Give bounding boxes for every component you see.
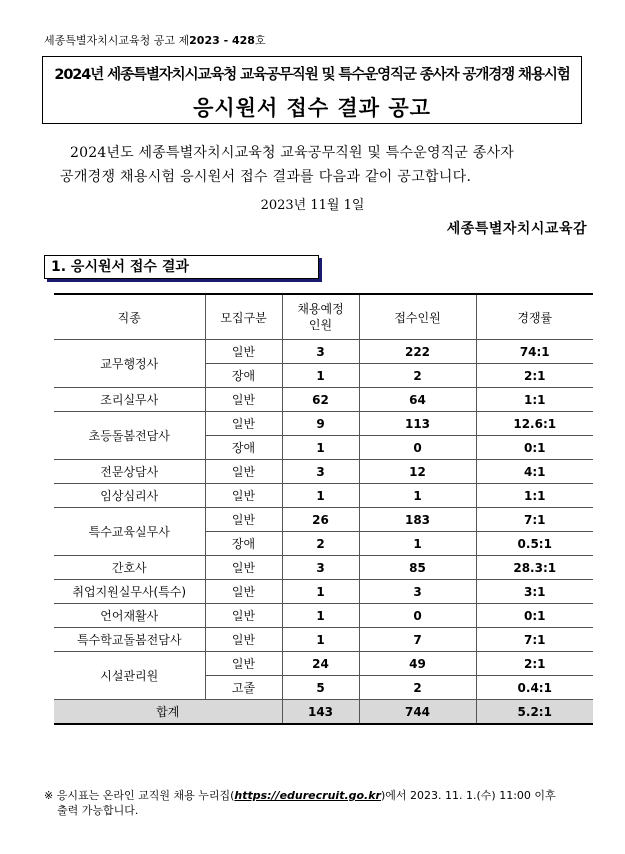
planned-cell: 1 <box>282 484 359 508</box>
received-cell: 12 <box>359 460 476 484</box>
table-row <box>54 340 593 364</box>
type-cell: 일반 <box>205 628 282 652</box>
job-cell: 조리실무사 <box>54 388 205 412</box>
received-cell: 222 <box>359 340 476 364</box>
intro-line-2: 공개경쟁 채용시험 응시원서 접수 결과를 다음과 같이 공고합니다. <box>60 169 472 185</box>
planned-cell: 1 <box>282 436 359 460</box>
header-ratio: 경쟁률 <box>476 294 593 340</box>
notice-suffix: 호 <box>254 34 266 47</box>
table-row <box>54 484 593 508</box>
intro-line-1: 2024년도 세종특별자치시교육청 교육공무직원 및 특수운영직군 종사자 <box>70 145 514 161</box>
planned-cell: 1 <box>282 628 359 652</box>
section-title: 1. 응시원서 접수 결과 <box>44 255 319 279</box>
ratio-cell: 74:1 <box>476 340 593 364</box>
received-cell: 183 <box>359 508 476 532</box>
type-cell: 장애 <box>205 364 282 388</box>
header-planned-line1: 채용예정 <box>297 302 344 316</box>
planned-cell: 1 <box>282 604 359 628</box>
ratio-cell: 7:1 <box>476 508 593 532</box>
title-sub: 응시원서 접수 결과 공고 <box>193 96 431 120</box>
ratio-cell: 2:1 <box>476 652 593 676</box>
received-cell: 0 <box>359 604 476 628</box>
ratio-cell: 28.3:1 <box>476 556 593 580</box>
job-cell: 간호사 <box>54 556 205 580</box>
ratio-cell: 7:1 <box>476 628 593 652</box>
job-cell: 특수교육실무사 <box>54 508 205 556</box>
planned-cell: 62 <box>282 388 359 412</box>
type-cell: 일반 <box>205 604 282 628</box>
intro-paragraph <box>60 141 590 189</box>
received-cell: 64 <box>359 388 476 412</box>
type-cell: 일반 <box>205 652 282 676</box>
type-cell: 일반 <box>205 556 282 580</box>
ratio-cell: 4:1 <box>476 460 593 484</box>
total-received: 744 <box>359 700 476 725</box>
announcement-date: 2023년 11월 1일 <box>260 198 365 213</box>
notice-number-value: 2023 - 428 <box>189 34 255 47</box>
table-row <box>54 628 593 652</box>
table-row <box>54 508 593 532</box>
type-cell: 장애 <box>205 532 282 556</box>
ratio-cell: 1:1 <box>476 484 593 508</box>
footnote <box>44 788 604 818</box>
footnote-line-2: 출력 가능합니다. <box>57 804 139 817</box>
received-cell: 3 <box>359 580 476 604</box>
table-row <box>54 460 593 484</box>
notice-number <box>44 32 266 48</box>
header-planned-line2: 인원 <box>308 318 333 332</box>
ratio-cell: 0.5:1 <box>476 532 593 556</box>
job-cell: 전문상담사 <box>54 460 205 484</box>
job-cell: 초등돌봄전담사 <box>54 412 205 460</box>
table-row <box>54 652 593 676</box>
type-cell: 일반 <box>205 508 282 532</box>
header-job: 직종 <box>54 294 205 340</box>
header-planned <box>282 294 359 340</box>
job-cell: 임상심리사 <box>54 484 205 508</box>
ratio-cell: 3:1 <box>476 580 593 604</box>
footnote-suffix: )에서 2023. 11. 1.(수) 11:00 이후 <box>380 789 556 802</box>
ratio-cell: 1:1 <box>476 388 593 412</box>
job-cell: 취업지원실무사(특수) <box>54 580 205 604</box>
title-box <box>42 56 582 124</box>
ratio-cell: 2:1 <box>476 364 593 388</box>
planned-cell: 24 <box>282 652 359 676</box>
planned-cell: 5 <box>282 676 359 700</box>
header-received: 접수인원 <box>359 294 476 340</box>
job-cell: 언어재활사 <box>54 604 205 628</box>
recruit-site-link[interactable]: https://edurecruit.go.kr <box>234 789 381 802</box>
total-ratio: 5.2:1 <box>476 700 593 725</box>
table-row <box>54 556 593 580</box>
footnote-prefix: ※ 응시표는 온라인 교직원 채용 누리집( <box>44 789 235 802</box>
total-row <box>54 700 593 725</box>
planned-cell: 3 <box>282 556 359 580</box>
received-cell: 1 <box>359 484 476 508</box>
job-cell: 시설관리원 <box>54 652 205 700</box>
received-cell: 85 <box>359 556 476 580</box>
table-row <box>54 604 593 628</box>
footnote-line-1 <box>44 788 604 803</box>
received-cell: 0 <box>359 436 476 460</box>
planned-cell: 1 <box>282 364 359 388</box>
job-cell: 특수학교돌봄전담사 <box>54 628 205 652</box>
ratio-cell: 0:1 <box>476 604 593 628</box>
planned-cell: 1 <box>282 580 359 604</box>
received-cell: 2 <box>359 676 476 700</box>
type-cell: 일반 <box>205 388 282 412</box>
ratio-cell: 0:1 <box>476 436 593 460</box>
title-main: 2024년 세종특별자치시교육청 교육공무직원 및 특수운영직군 종사자 공개경쟁 채용시험 <box>54 67 570 83</box>
planned-cell: 26 <box>282 508 359 532</box>
table-row <box>54 412 593 436</box>
table-row <box>54 580 593 604</box>
received-cell: 7 <box>359 628 476 652</box>
received-cell: 1 <box>359 532 476 556</box>
type-cell: 고졸 <box>205 676 282 700</box>
signer: 세종특별자치시교육감 <box>446 221 587 237</box>
type-cell: 일반 <box>205 460 282 484</box>
planned-cell: 3 <box>282 340 359 364</box>
table-header-row <box>54 294 593 340</box>
type-cell: 일반 <box>205 580 282 604</box>
type-cell: 일반 <box>205 340 282 364</box>
received-cell: 113 <box>359 412 476 436</box>
total-label: 합계 <box>54 700 282 725</box>
job-cell: 교무행정사 <box>54 340 205 388</box>
ratio-cell: 0.4:1 <box>476 676 593 700</box>
header-type: 모집구분 <box>205 294 282 340</box>
notice-prefix: 세종특별자치시교육청 공고 제 <box>44 34 190 47</box>
planned-cell: 9 <box>282 412 359 436</box>
received-cell: 2 <box>359 364 476 388</box>
type-cell: 장애 <box>205 436 282 460</box>
received-cell: 49 <box>359 652 476 676</box>
planned-cell: 3 <box>282 460 359 484</box>
type-cell: 일반 <box>205 484 282 508</box>
ratio-cell: 12.6:1 <box>476 412 593 436</box>
planned-cell: 2 <box>282 532 359 556</box>
total-planned: 143 <box>282 700 359 725</box>
type-cell: 일반 <box>205 412 282 436</box>
table-row <box>54 388 593 412</box>
result-table <box>54 293 593 725</box>
